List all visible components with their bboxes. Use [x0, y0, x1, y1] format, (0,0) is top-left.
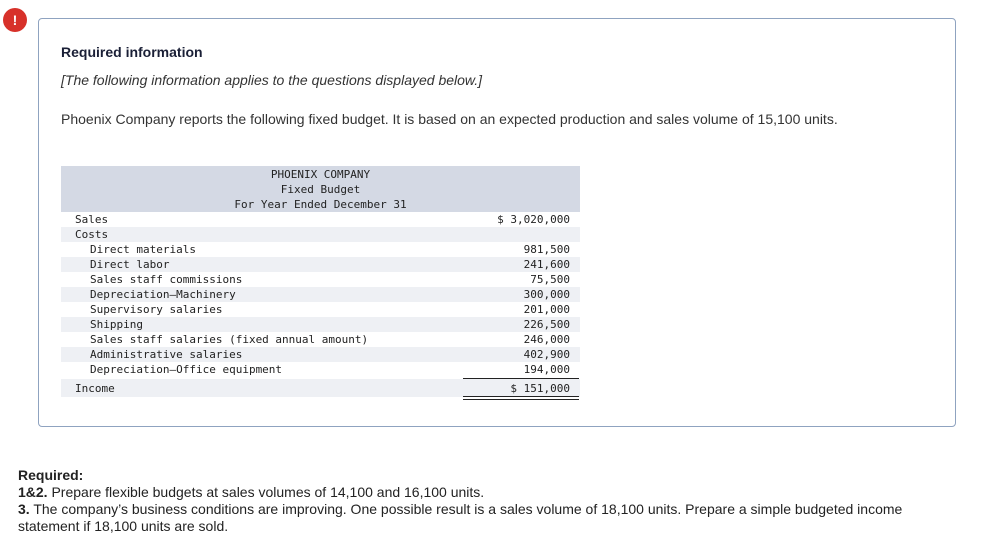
- cost-row: [61, 332, 580, 347]
- cost-row: [61, 272, 580, 287]
- requirement-number: 1&2.: [18, 484, 48, 500]
- statement-name: Fixed Budget: [280, 183, 361, 196]
- requirement-text: The company’s business conditions are improving. One possible result is a sales volume of 18,100 units. Prepare a simple budgeted income statement if 18,100 units are sold.: [18, 501, 903, 534]
- row-label: Direct materials: [90, 243, 196, 256]
- row-label: Income: [75, 382, 115, 395]
- requirement-text: Prepare flexible budgets at sales volumes of 14,100 and 16,100 units.: [47, 484, 485, 500]
- sales-row: [61, 212, 580, 227]
- row-label: Depreciation—Machinery: [90, 288, 236, 301]
- row-amount: 246,000: [523, 333, 570, 346]
- requirement-2: [18, 501, 963, 535]
- row-amount: 201,000: [523, 303, 570, 316]
- row-amount: 194,000: [523, 363, 570, 376]
- row-label: Supervisory salaries: [90, 303, 223, 316]
- row-amount: 226,500: [523, 318, 570, 331]
- row-label: Shipping: [90, 318, 143, 331]
- required-information-panel: [38, 18, 956, 427]
- cost-row: [61, 317, 580, 332]
- row-label: Sales staff commissions: [90, 273, 243, 286]
- statement-period: For Year Ended December 31: [234, 198, 407, 211]
- row-amount: $ 3,020,000: [497, 213, 570, 226]
- row-label: Direct labor: [90, 258, 170, 271]
- row-amount: 241,600: [523, 258, 570, 271]
- required-heading: Required:: [18, 467, 84, 483]
- costs-heading-row: [61, 227, 580, 242]
- cost-row: [61, 362, 580, 379]
- row-label: Administrative salaries: [90, 348, 243, 361]
- row-label: Costs: [75, 228, 109, 241]
- cost-row: [61, 257, 580, 272]
- cost-row: [61, 302, 580, 317]
- income-row: [61, 379, 580, 397]
- required-section: [18, 467, 963, 535]
- row-amount: 75,500: [530, 273, 570, 286]
- info-title: Required information: [61, 44, 203, 60]
- row-label: Sales: [75, 213, 109, 226]
- row-label: Sales staff salaries (fixed annual amount): [90, 333, 369, 346]
- cost-row: [61, 347, 580, 362]
- company-name: PHOENIX COMPANY: [270, 168, 371, 181]
- alert-icon: !: [3, 8, 27, 32]
- budget-header: [61, 166, 580, 212]
- row-amount: 981,500: [523, 243, 570, 256]
- row-amount: 402,900: [523, 348, 570, 361]
- info-intro: Phoenix Company reports the following fixed budget. It is based on an expected production and sales volume of 15,100 units.: [61, 111, 838, 127]
- budget-rows: [61, 212, 580, 397]
- row-amount: $ 151,000: [510, 382, 570, 395]
- row-label: Depreciation—Office equipment: [90, 363, 283, 376]
- total-double-rule: [463, 396, 579, 400]
- requirement-1: [18, 484, 963, 501]
- requirement-number: 3.: [18, 501, 30, 517]
- cost-row: [61, 287, 580, 302]
- info-note: [The following information applies to the questions displayed below.]: [61, 72, 483, 88]
- row-amount: 300,000: [523, 288, 570, 301]
- cost-row: [61, 242, 580, 257]
